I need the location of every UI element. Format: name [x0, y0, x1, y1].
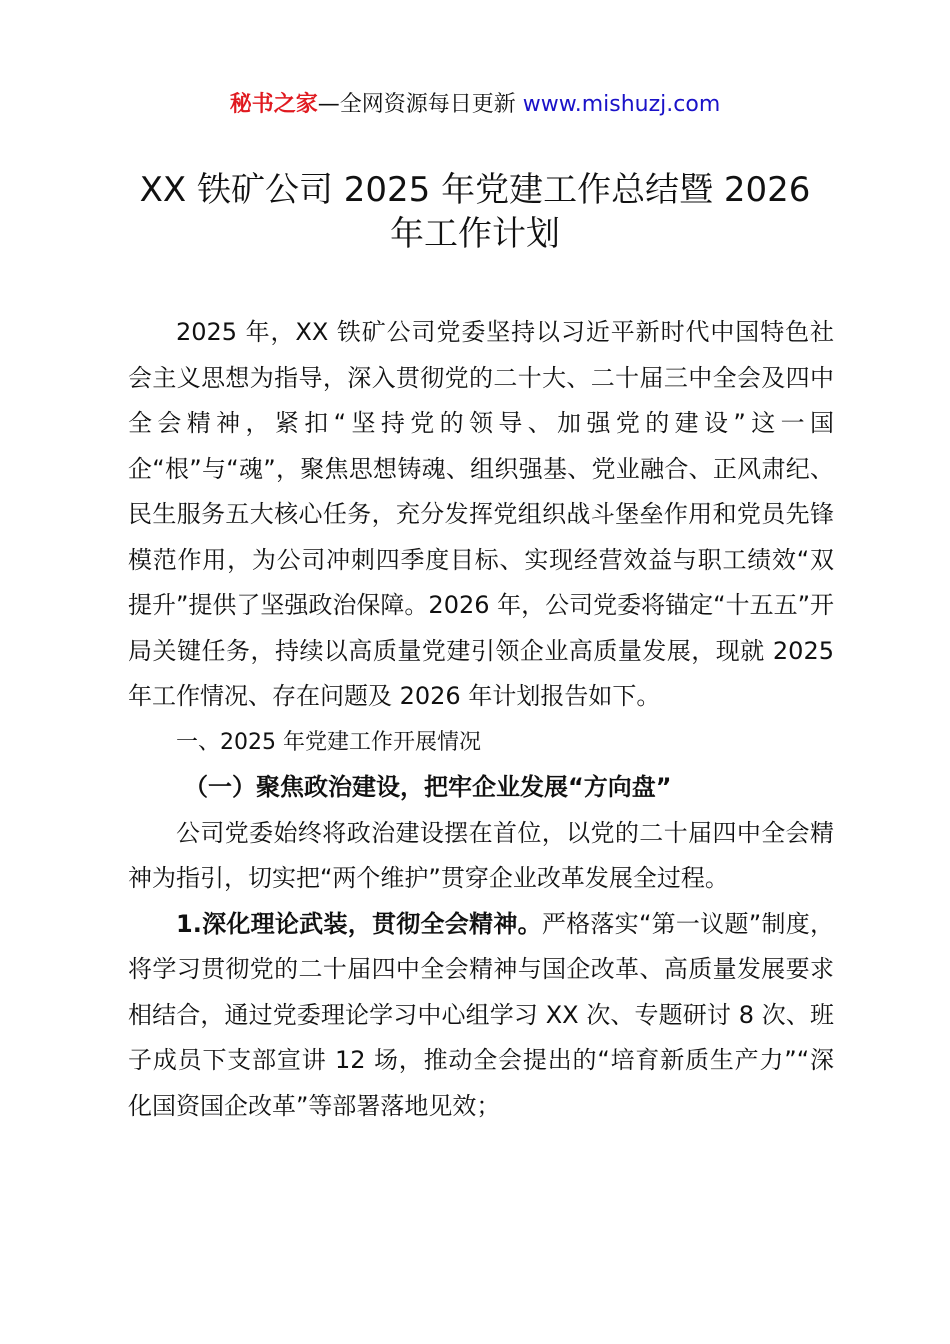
document-title [120, 168, 830, 256]
item-paragraph [128, 902, 834, 1130]
title-line-2: 年工作计划 [390, 214, 560, 254]
site-url-link[interactable]: www.mishuzj.com [522, 92, 721, 117]
item-lead: 1.深化理论武装，贯彻全会精神。 [176, 909, 542, 938]
brand-name: 秘书之家 [229, 92, 318, 117]
section-heading: 一、2025 年党建工作开展情况 [176, 729, 481, 755]
title-line-1: XX 铁矿公司 2025 年党建工作总结暨 2026 [139, 170, 811, 210]
subsection-paragraph: 公司党委始终将政治建设摆在首位，以党的二十届四中全会精神为指引，切实把“两个维护”贯穿企业改革发展全过程。 [128, 818, 834, 892]
document-body [128, 310, 834, 1129]
item-text: 严格落实“第一议题”制度，将学习贯彻党的二十届四中全会精神与国企改革、高质量发展要求相结合，通过党委理论学习中心组学习 XX 次、专题研讨 8 次、班子成员下支部宣讲 12 场，推动全会提出的“培育新质生产力”“深化国资国企改革”等部署落地见效； [128, 909, 834, 1120]
header-slogan: —全网资源每日更新 [317, 92, 523, 117]
site-header [0, 90, 950, 120]
intro-paragraph: 2025 年，XX 铁矿公司党委坚持以习近平新时代中国特色社会主义思想为指导，深入贯彻党的二十大、二十届三中全会及四中全会精神，紧扣“坚持党的领导、加强党的建设”这一国企“根”与“魂”，聚焦思想铸魂、组织强基、党业融合、正风肃纪、民生服务五大核心任务，充分发挥党组织战斗堡垒作用和党员先锋模范作用，为公司冲刺四季度目标、实现经营效益与职工绩效“双提升”提供了坚强政治保障。2026 年，公司党委将锚定“十五五”开局关键任务，持续以高质量党建引领企业高质量发展，现就 2025 年工作情况、存在问题及 2026 年计划报告如下。 [128, 318, 835, 710]
subsection-heading: （一）聚焦政治建设，把牢企业发展“方向盘” [184, 773, 672, 801]
